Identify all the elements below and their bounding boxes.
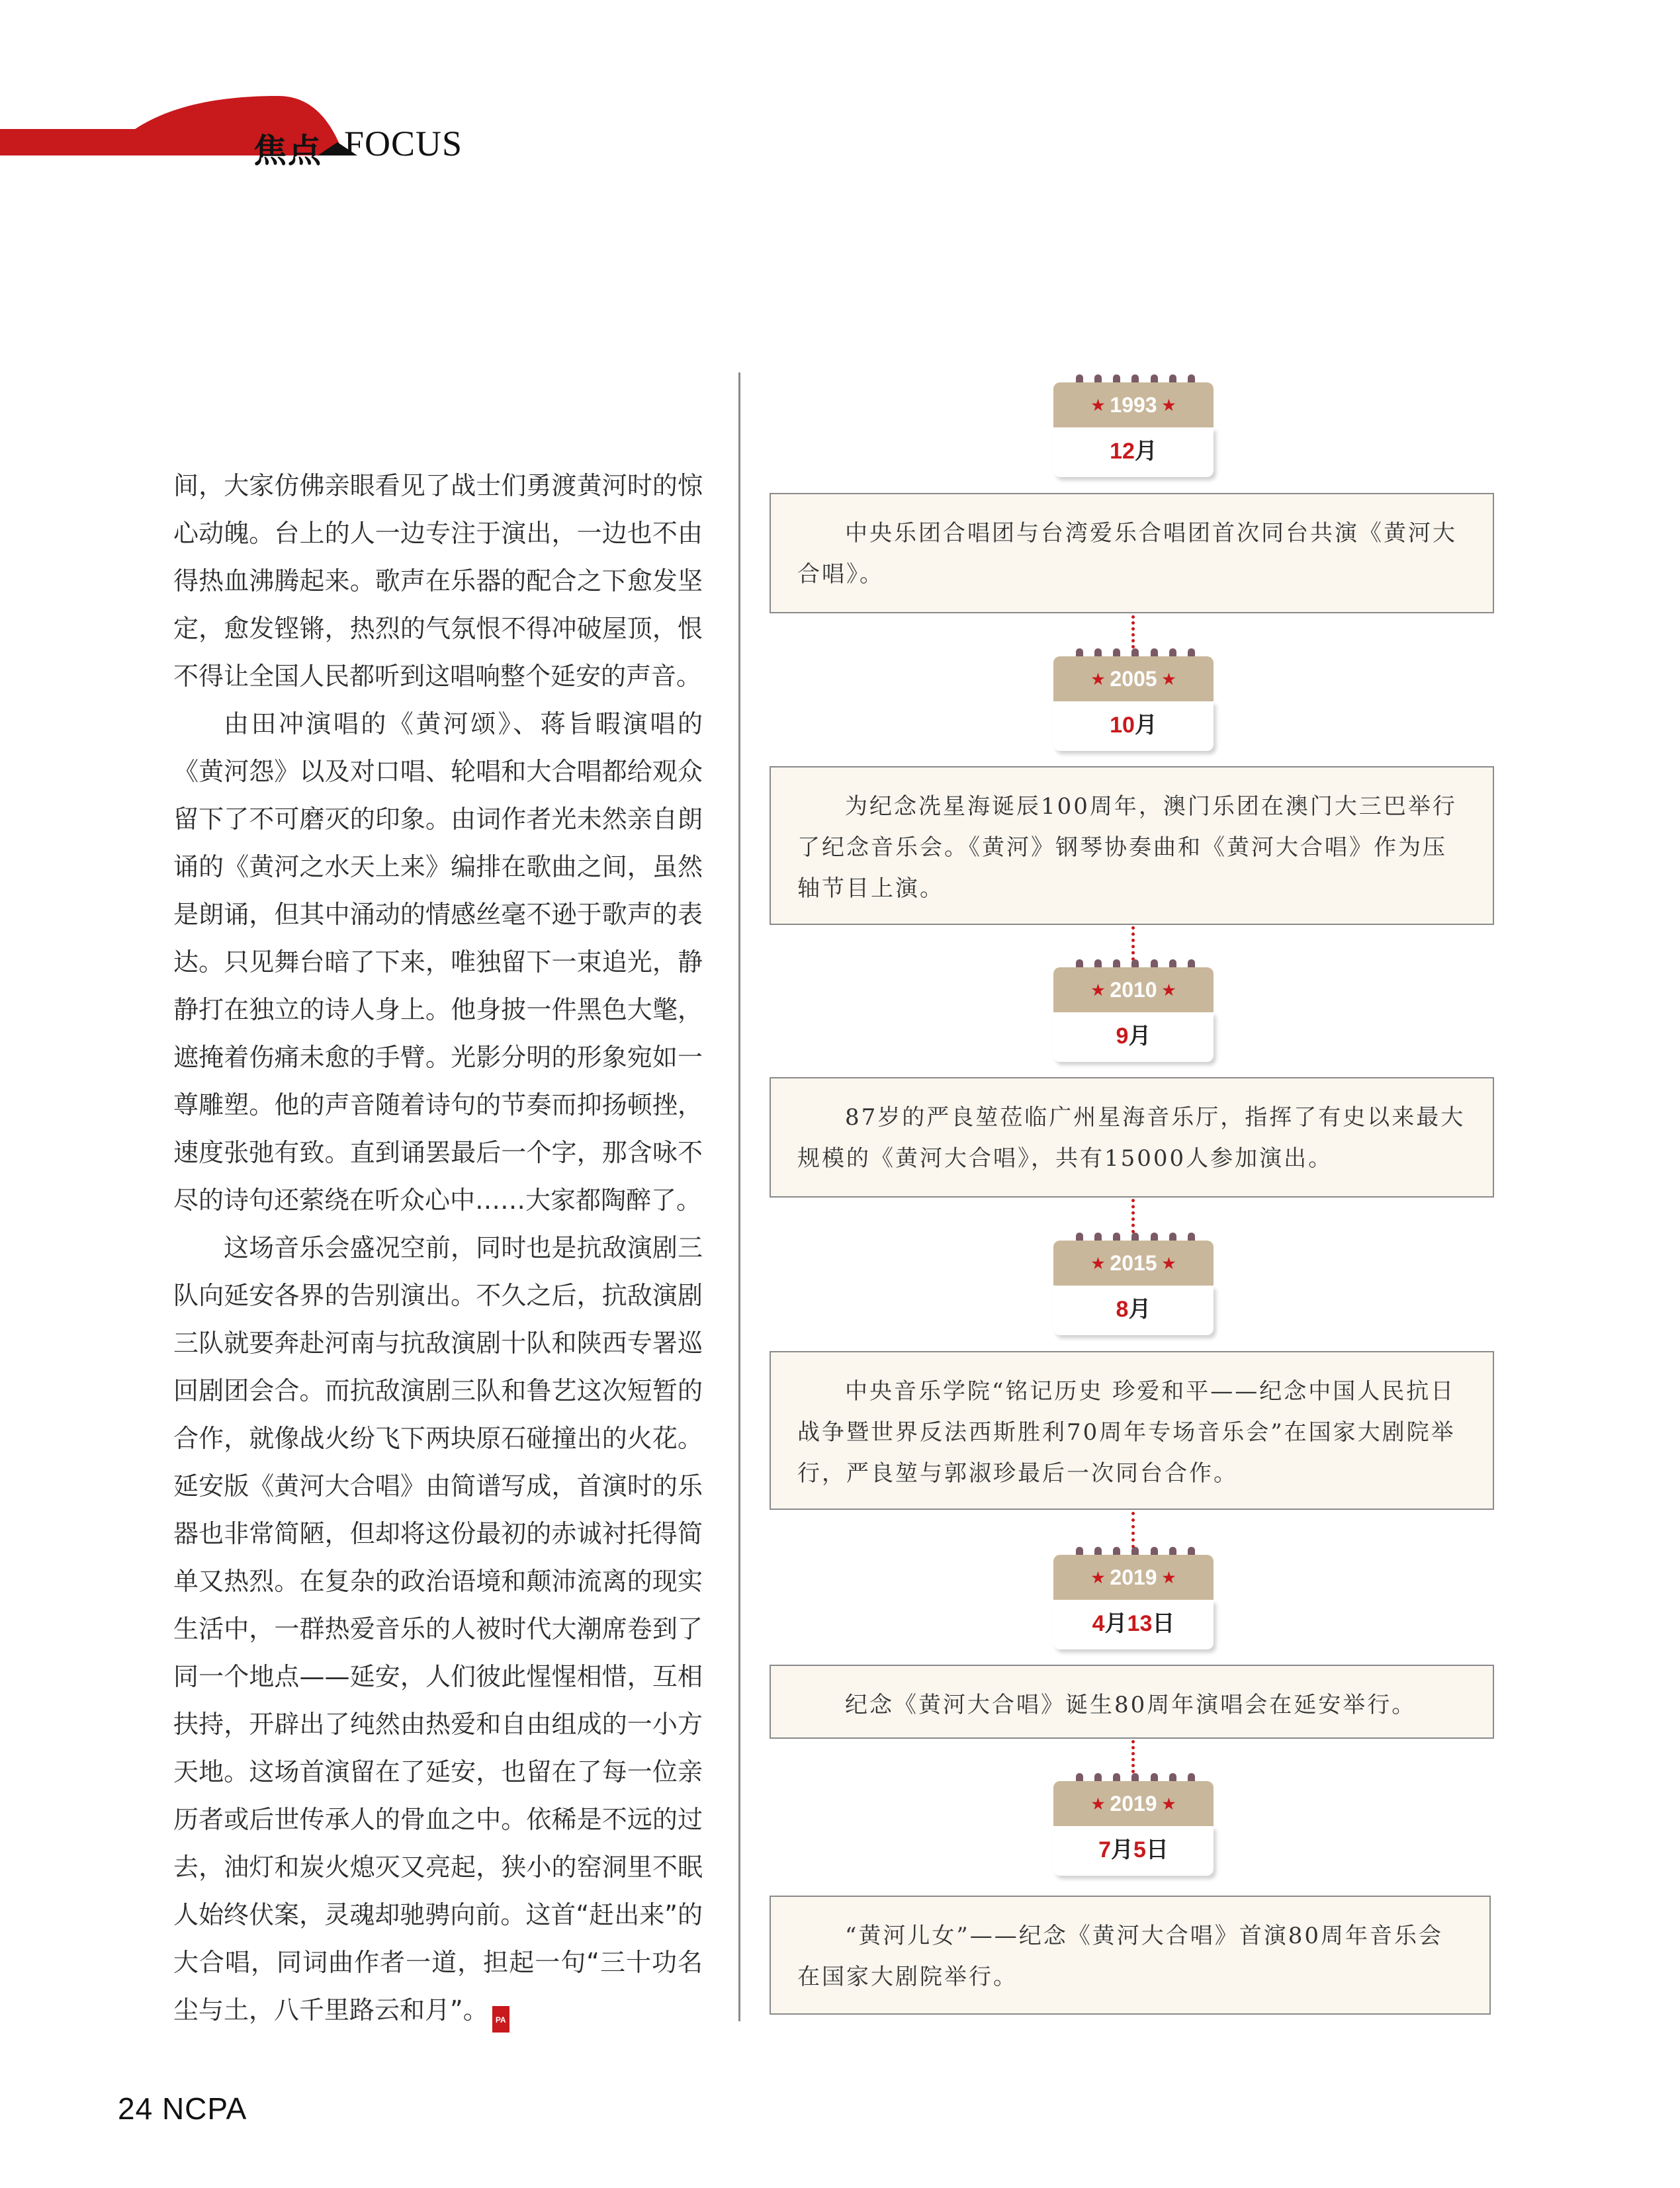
section-title-en: FOCUS [344,124,463,163]
calendar-date: 8月 [1053,1286,1214,1335]
article-column [173,462,703,2034]
paragraph: 间，大家仿佛亲眼看见了战士们勇渡黄河时的惊心动魄。台上的人一边专注于演出，一边也不由得热血沸腾起来。歌声在乐器的配合之下愈发坚定，愈发铿锵，热烈的气氛恨不得冲破屋顶，恨不得让全国人民都听到这唱响整个延安的声音。 [173,471,703,691]
calendar-badge [1053,959,1214,1062]
star-icon: ★ [1162,1569,1176,1586]
timeline-connector [1131,926,1135,961]
end-mark-icon: NC PA [492,2006,509,2033]
paragraph-text: 这场音乐会盛况空前，同时也是抗敌演剧三队向延安各界的告别演出。不久之后，抗敌演剧三队就要奔赴河南与抗敌演剧十队和陕西专署巡回剧团会合。而抗敌演剧三队和鲁艺这次短暂的合作，就像战火纷飞下两块原石碰撞出的火花。延安版《黄河大合唱》由简谱写成，首演时的乐器也非常简陋，但却将这份最初的赤诚衬托得简单又热烈。在复杂的政治语境和颠沛流离的现实生活中，一群热爱音乐的人被时代大潮席卷到了同一个地点——延安，人们彼此惺惺相惜，互相扶持，开辟出了纯然由热爱和自由组成的一小方天地。这场首演留在了延安，也留在了每一位亲历者或后世传承人的骨血之中。依稀是不远的过去，油灯和炭火熄灭又亮起，狭小的窑洞里不眠人始终伏案，灵魂却驰骋向前。这首“赶出来”的大合唱，同词曲作者一道，担起一句“三十功名尘与土，八千里路云和月”。 [173,1233,703,2025]
calendar-year: ★ 2015 ★ [1053,1241,1214,1286]
star-icon: ★ [1162,1255,1176,1272]
calendar-date: 7月5日 [1053,1826,1214,1876]
calendar-badge [1053,648,1214,751]
timeline-event-box [770,1077,1494,1198]
timeline-event-box [770,1665,1494,1739]
calendar-year: ★ 2019 ★ [1053,1781,1214,1826]
timeline-event-box [770,493,1494,613]
calendar-year: ★ 1993 ★ [1053,382,1214,427]
calendar-badge [1053,1773,1214,1876]
header-band [0,129,1680,155]
column-divider [738,372,740,2021]
section-title-zh: 焦点 [253,132,322,170]
event-text: 为纪念冼星海诞辰100周年，澳门乐团在澳门大三巴举行了纪念音乐会。《黄河》钢琴协奏曲和《黄河大合唱》作为压轴节目上演。 [797,793,1457,902]
paragraph [173,1224,703,2034]
star-icon: ★ [1091,982,1105,998]
calendar-date: 4月13日 [1053,1600,1214,1649]
timeline-connector [1131,1199,1135,1233]
event-text: 中央音乐学院“铭记历史 珍爱和平——纪念中国人民抗日战争暨世界反法西斯胜利70周年专场音乐会”在国家大剧院举行，严良堃与郭淑珍最后一次同台合作。 [797,1378,1456,1487]
page-number: 24 [118,2091,154,2126]
calendar-badge [1053,374,1214,477]
timeline-event-box [770,1351,1494,1510]
calendar-date: 12月 [1053,427,1214,477]
timeline-connector [1131,1512,1135,1548]
calendar-date: 10月 [1053,701,1214,751]
timeline-connector [1131,1740,1135,1773]
paragraph: 由田冲演唱的《黄河颂》、蒋旨暇演唱的《黄河怨》以及对口唱、轮唱和大合唱都给观众留下了不可磨灭的印象。由词作者光未然亲自朗诵的《黄河之水天上来》编排在歌曲之间，虽然是朗诵，但其中涌动的情感丝毫不逊于歌声的表达。只见舞台暗了下来，唯独留下一束追光，静静打在独立的诗人身上。他身披一件黑色大氅，遮掩着伤痛未愈的手臂。光影分明的形象宛如一尊雕塑。他的声音随着诗句的节奏而抑扬顿挫，速度张弛有致。直到诵罢最后一个字，那含咏不尽的诗句还萦绕在听众心中……大家都陶醉了。 [173,709,703,1215]
star-icon: ★ [1091,1255,1105,1272]
calendar-badge [1053,1233,1214,1335]
calendar-badge [1053,1547,1214,1649]
star-icon: ★ [1091,671,1105,687]
star-icon: ★ [1091,1796,1105,1812]
star-icon: ★ [1162,671,1176,687]
timeline-event-box [770,1896,1491,2015]
calendar-year: ★ 2005 ★ [1053,656,1214,701]
magazine-name: NCPA [161,2091,247,2126]
event-text: 纪念《黄河大合唱》诞生80周年演唱会在延安举行。 [845,1692,1417,1718]
timeline-connector [1131,615,1135,648]
page-folio [118,2091,247,2126]
calendar-date: 9月 [1053,1012,1214,1062]
star-icon: ★ [1091,397,1105,414]
header-red-shape [0,93,1680,165]
calendar-year: ★ 2010 ★ [1053,967,1214,1012]
event-text: 中央乐团合唱团与台湾爱乐合唱团首次同台共演《黄河大合唱》。 [797,520,1457,588]
event-text: “黄河儿女”——纪念《黄河大合唱》首演80周年音乐会在国家大剧院举行。 [797,1923,1444,1990]
star-icon: ★ [1162,1796,1176,1812]
event-text: 87岁的严良堃莅临广州星海音乐厅，指挥了有史以来最大规模的《黄河大合唱》，共有15000人参加演出。 [797,1104,1466,1172]
star-icon: ★ [1162,397,1176,414]
star-icon: ★ [1162,982,1176,998]
calendar-year: ★ 2019 ★ [1053,1555,1214,1600]
star-icon: ★ [1091,1569,1105,1586]
timeline-event-box [770,766,1494,925]
